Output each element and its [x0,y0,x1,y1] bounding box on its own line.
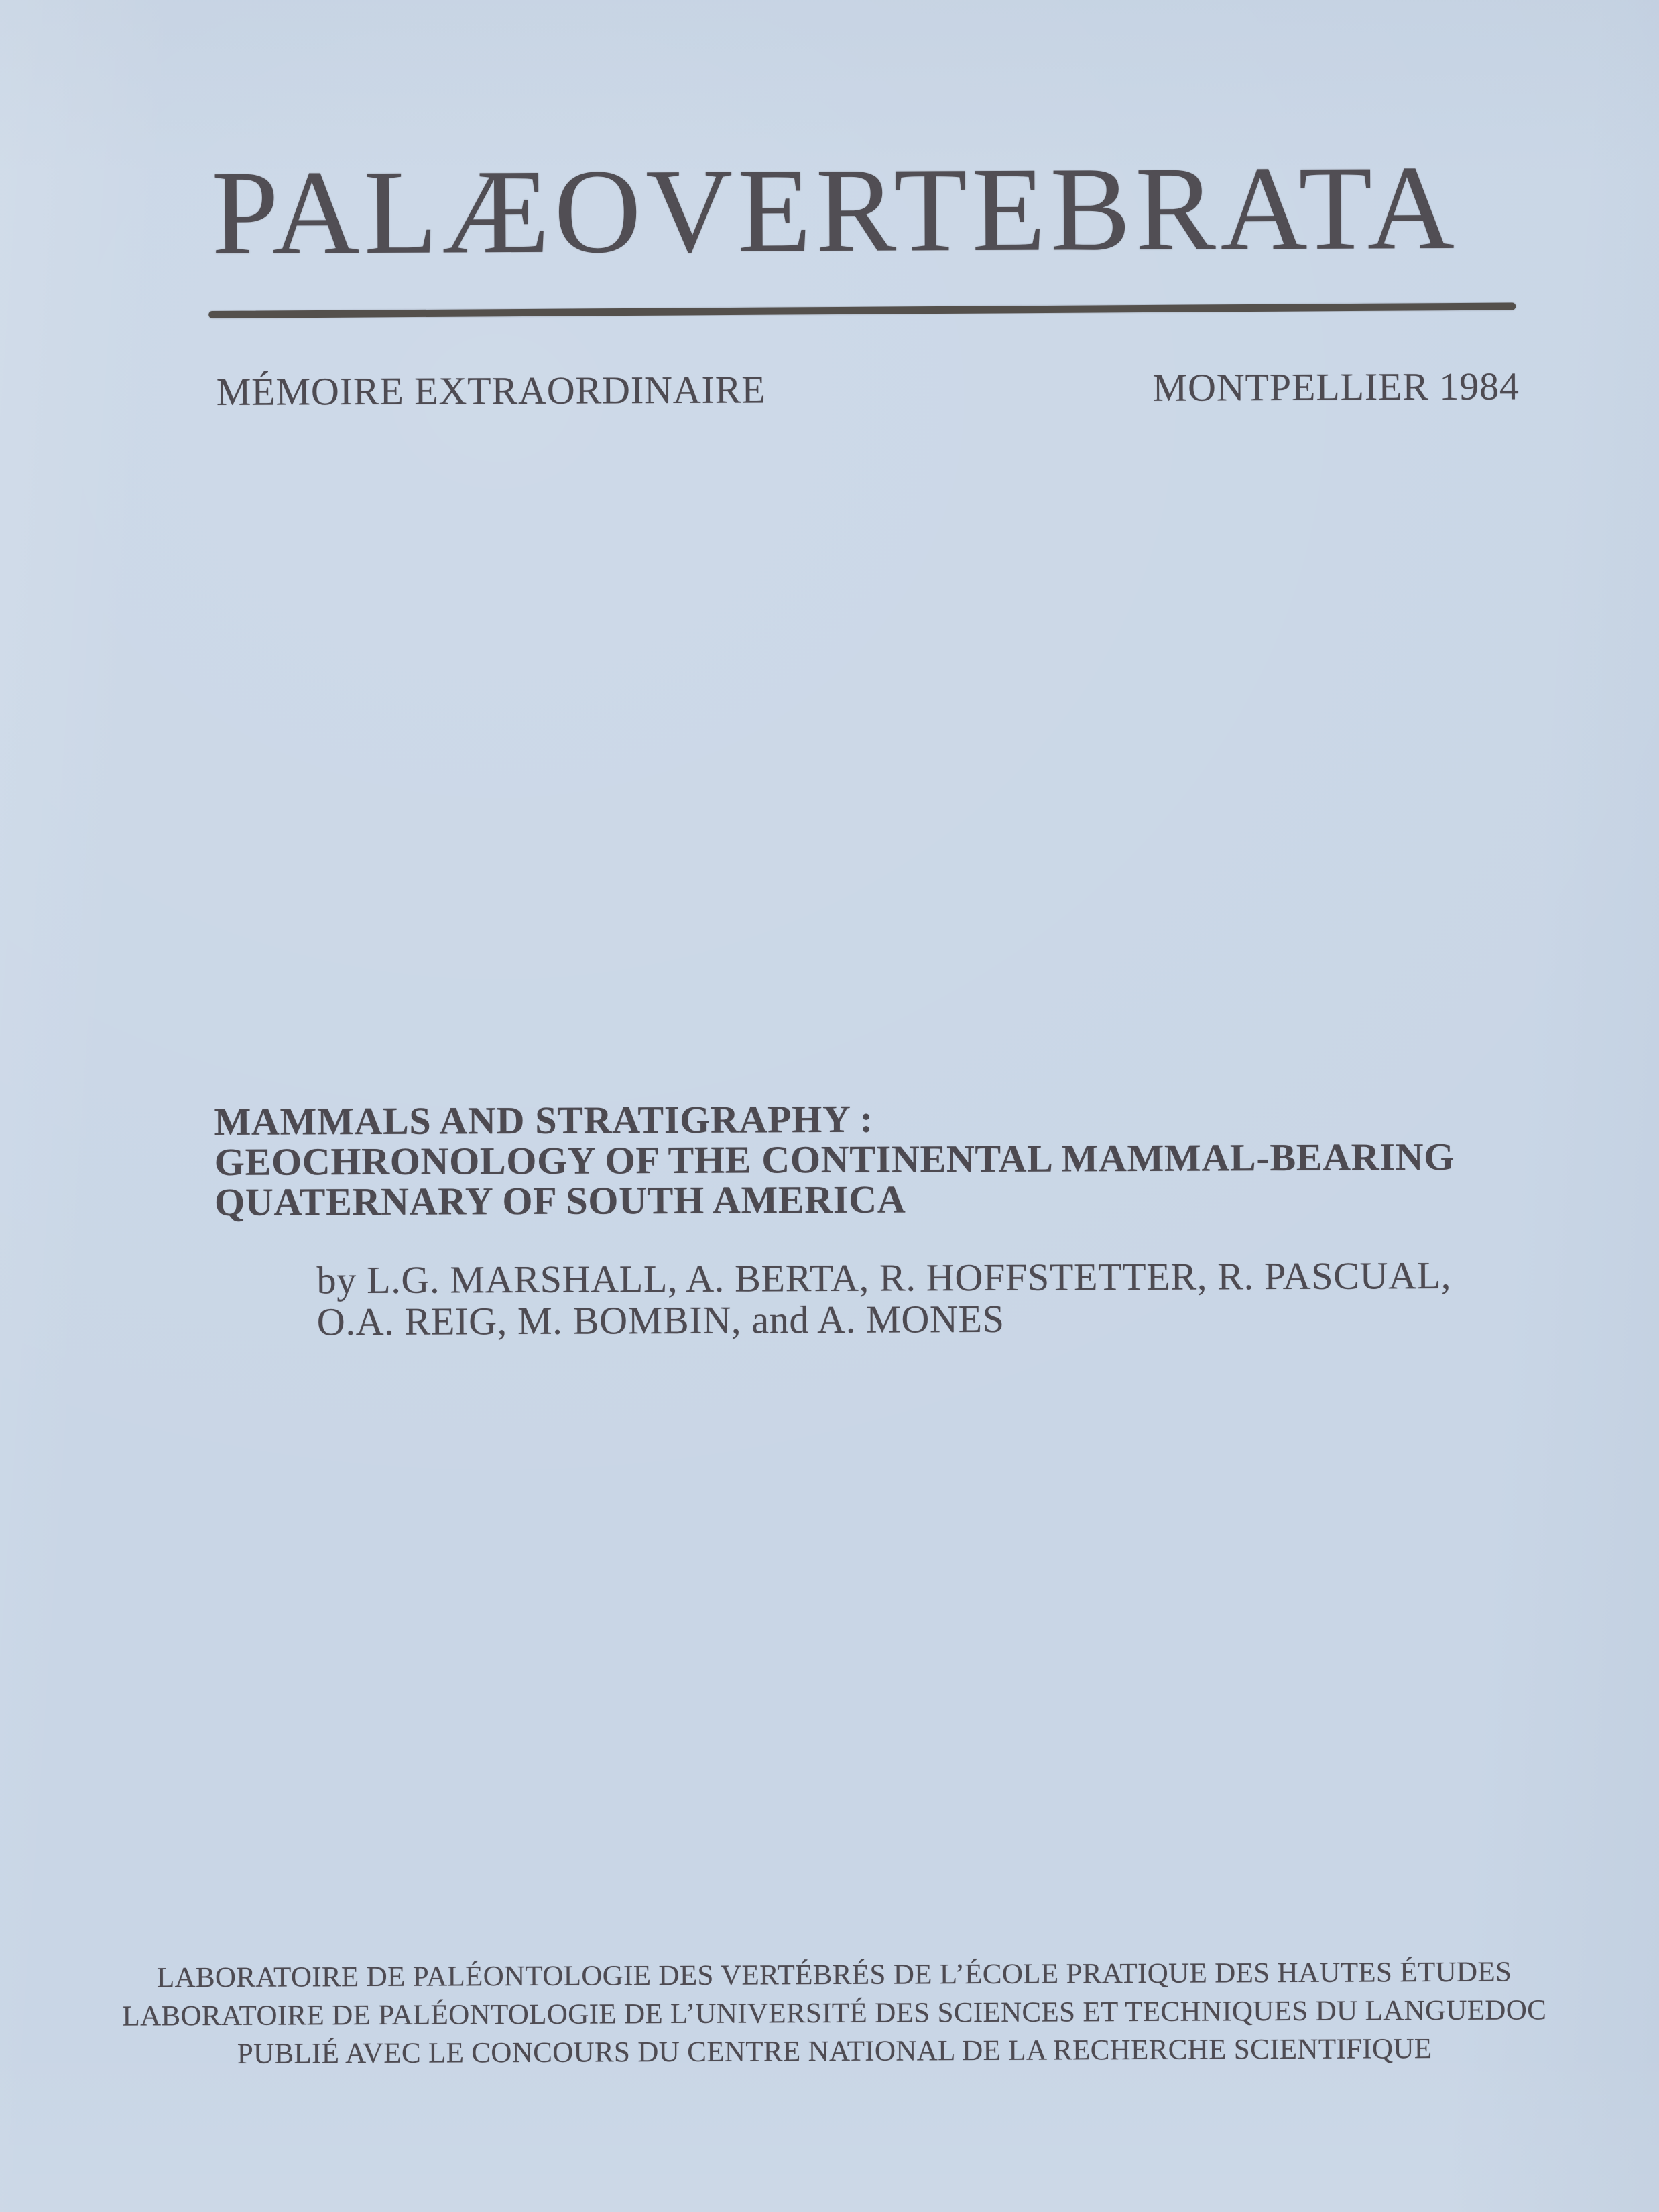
article-title-line-2: GEOCHRONOLOGY OF THE CONTINENTAL MAMMAL-BEARING [214,1134,1455,1184]
imprint-line-3: PUBLIÉ AVEC LE CONCOURS DU CENTRE NATIONAL DE LA RECHERCHE SCIENTIFIQUE [237,2033,1432,2070]
title-rule [208,302,1516,318]
masthead-row [216,364,1520,414]
article-title-line-3: QUATERNARY OF SOUTH AMERICA [214,1177,906,1225]
authors-line-1: by L.G. MARSHALL, A. BERTA, R. HOFFSTETTER, R. PASCUAL, [316,1253,1452,1302]
imprint-line-1: LABORATOIRE DE PALÉONTOLOGIE DES VERTÉBRÉS DE L’ÉCOLE PRATIQUE DES HAUTES ÉTUDES [156,1956,1512,1994]
journal-title: PALÆOVERTEBRATA [211,140,1459,280]
authors-line-2: O.A. REIG, M. BOMBIN, and A. MONES [316,1296,1005,1344]
article-title-line-1: MAMMALS AND STRATIGRAPHY : [214,1097,873,1144]
authors-byline [316,1255,1451,1343]
masthead [0,0,1655,414]
imprint [5,1953,1659,2075]
imprint-line-2: LABORATOIRE DE PALÉONTOLOGIE DE L’UNIVERSITÉ DES SCIENCES ET TECHNIQUES DU LANGUEDOC [122,1994,1547,2032]
series-label: MÉMOIRE EXTRAORDINAIRE [216,367,766,414]
place-year-label: MONTPELLIER 1984 [1152,364,1520,410]
article-title [214,1097,1455,1223]
